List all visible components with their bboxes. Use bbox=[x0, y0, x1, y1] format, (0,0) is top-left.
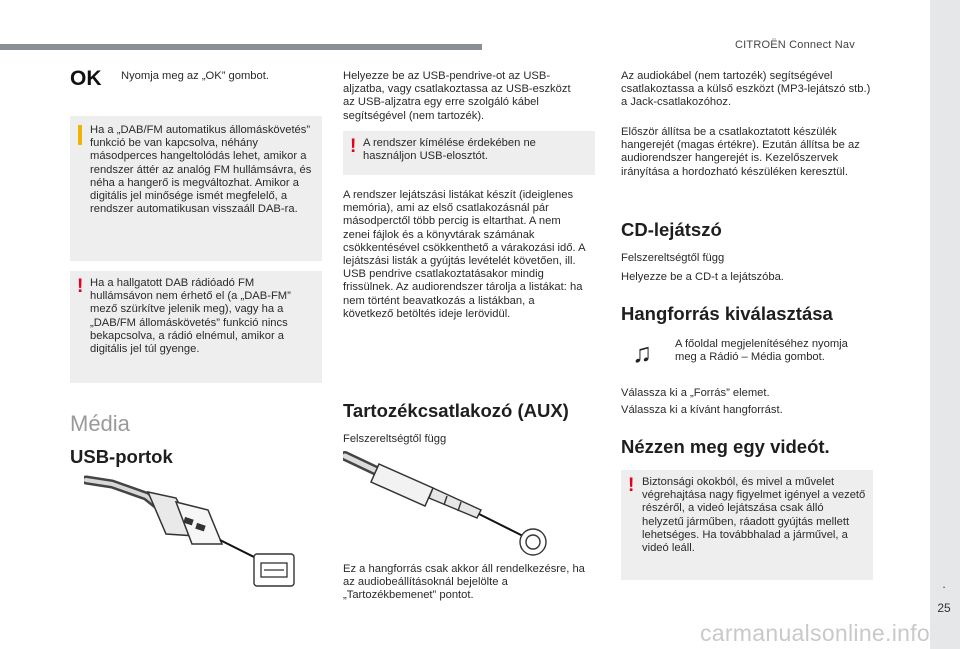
source-step-1: Válassza ki a „Forrás” elemet. bbox=[621, 387, 770, 399]
warning-note-text: Ha a hallgatott DAB rádióadó FM hullámsávon nem érhető el (a „DAB-FM” mező szürkítve jelenik meg), vagy ha a „DAB/FM állomáskövetés” funkció nincs bekapcsolva, a rádió elnémul, amikor a digitális jel túl gyenge. bbox=[90, 277, 291, 356]
section-title-media: Média bbox=[70, 411, 130, 436]
info-note-text: Ha a „DAB/FM automatikus állomáskövetés” funkció be van kapcsolva, néhány másodperces hangeltolódás lehet, amikor a rendszer áttér az analóg FM hullámsávra, és néha a hangerő is megváltozhat. Amikor a digitális jel minősége ismét megfelelő, a rendszer automatikusan visszaáll DAB-ra. bbox=[90, 124, 312, 216]
warning-icon: ! bbox=[628, 475, 635, 496]
ok-icon: OK bbox=[70, 67, 102, 90]
cd-availability: Felszereltségtől függ bbox=[621, 252, 725, 264]
page-side-strip bbox=[930, 0, 960, 649]
aux-caption: Ez a hangforrás csak akkor áll rendelkezésre, ha az audiobeállításoknál bejelölte a „Tartozékbemenet” pontot. bbox=[343, 563, 585, 602]
usb-insert-text: Helyezze be az USB-pendrive-ot az USB-aljzatba, vagy csatlakoztassa az USB-eszközt az USB-aljzatra egy erre szolgáló kábel segítségével (nem tartozék). bbox=[343, 70, 571, 122]
warning-note-video-text: Biztonsági okokból, és mivel a művelet végrehajtása nagy figyelmet igényel a vezető részéről, a videó lejátszása csak álló helyzetű járműben, ráadott gyújtás mellett lehetséges. Ha továbbhalad a járművel, a videó leáll. bbox=[642, 476, 866, 555]
music-note-icon: ♫ bbox=[632, 338, 653, 368]
warning-note-usb bbox=[343, 131, 595, 175]
heading-cd-player: CD-lejátszó bbox=[621, 219, 722, 240]
heading-source-select: Hangforrás kiválasztása bbox=[621, 303, 833, 324]
warning-icon: ! bbox=[350, 136, 357, 157]
usb-socket-icon bbox=[254, 554, 294, 586]
info-marker-icon bbox=[78, 125, 82, 145]
source-home-text: A főoldal megjelenítéséhez nyomja meg a Rádió – Média gombot. bbox=[675, 338, 848, 364]
jack-socket-icon bbox=[520, 529, 546, 555]
warning-note-dab bbox=[70, 271, 322, 383]
warning-note-usb-text: A rendszer kímélése érdekében ne használjon USB-elosztót. bbox=[363, 137, 536, 163]
watermark: carmanualsonline.info bbox=[699, 620, 930, 646]
usb-plug-illustration bbox=[84, 474, 299, 590]
warning-icon: ! bbox=[77, 276, 84, 297]
warning-note-video bbox=[621, 470, 873, 580]
jack-plug-illustration bbox=[343, 450, 553, 558]
info-note bbox=[70, 116, 322, 261]
source-step-2: Válassza ki a kívánt hangforrást. bbox=[621, 404, 783, 416]
aux-availability: Felszereltségtől függ bbox=[343, 433, 447, 445]
header-bar bbox=[0, 44, 482, 50]
page-number: 25 bbox=[937, 601, 951, 615]
heading-usb-ports: USB-portok bbox=[70, 446, 173, 467]
usb-plug-icon bbox=[86, 480, 260, 560]
ok-text: Nyomja meg az „OK” gombot. bbox=[121, 70, 269, 82]
page-header-title: CITROËN Connect Nav bbox=[735, 39, 855, 51]
heading-aux: Tartozékcsatlakozó (AUX) bbox=[343, 400, 569, 421]
aux-connect-text: Az audiokábel (nem tartozék) segítségével csatlakoztassa a külső eszközt (MP3-lejátszó stb.) a Jack-csatlakozóhoz. bbox=[621, 70, 871, 109]
jack-plug-icon bbox=[345, 456, 523, 536]
cd-insert-text: Helyezze be a CD-t a lejátszóba. bbox=[621, 271, 784, 283]
page-continuation-mark: . bbox=[942, 577, 946, 591]
heading-video: Nézzen meg egy videót. bbox=[621, 436, 830, 457]
playlist-text: A rendszer lejátszási listákat készít (ideiglenes memória), ami az első csatlakozásnál pár másodperctől több percig is eltarthat. A nem zenei fájlok és a könyvtárak számának csökkentésével csökkenthető a várakozási idő. A lejátszási listák a gyújtás levételét követően, ill. USB pendrive csatlakoztatásakor mindig frissülnek. Az audiorendszer tárolja a listákat: ha nem történt beavatkozás a listákban, a következő betöltés ideje lerövidül. bbox=[343, 189, 585, 320]
aux-volume-text: Először állítsa be a csatlakoztatott készülék hangerejét (magas értékre). Ezután állítsa be az audiorendszer hangerejét is. Kezelőszervek irányítása a hordozható készüléken keresztül. bbox=[621, 126, 860, 178]
